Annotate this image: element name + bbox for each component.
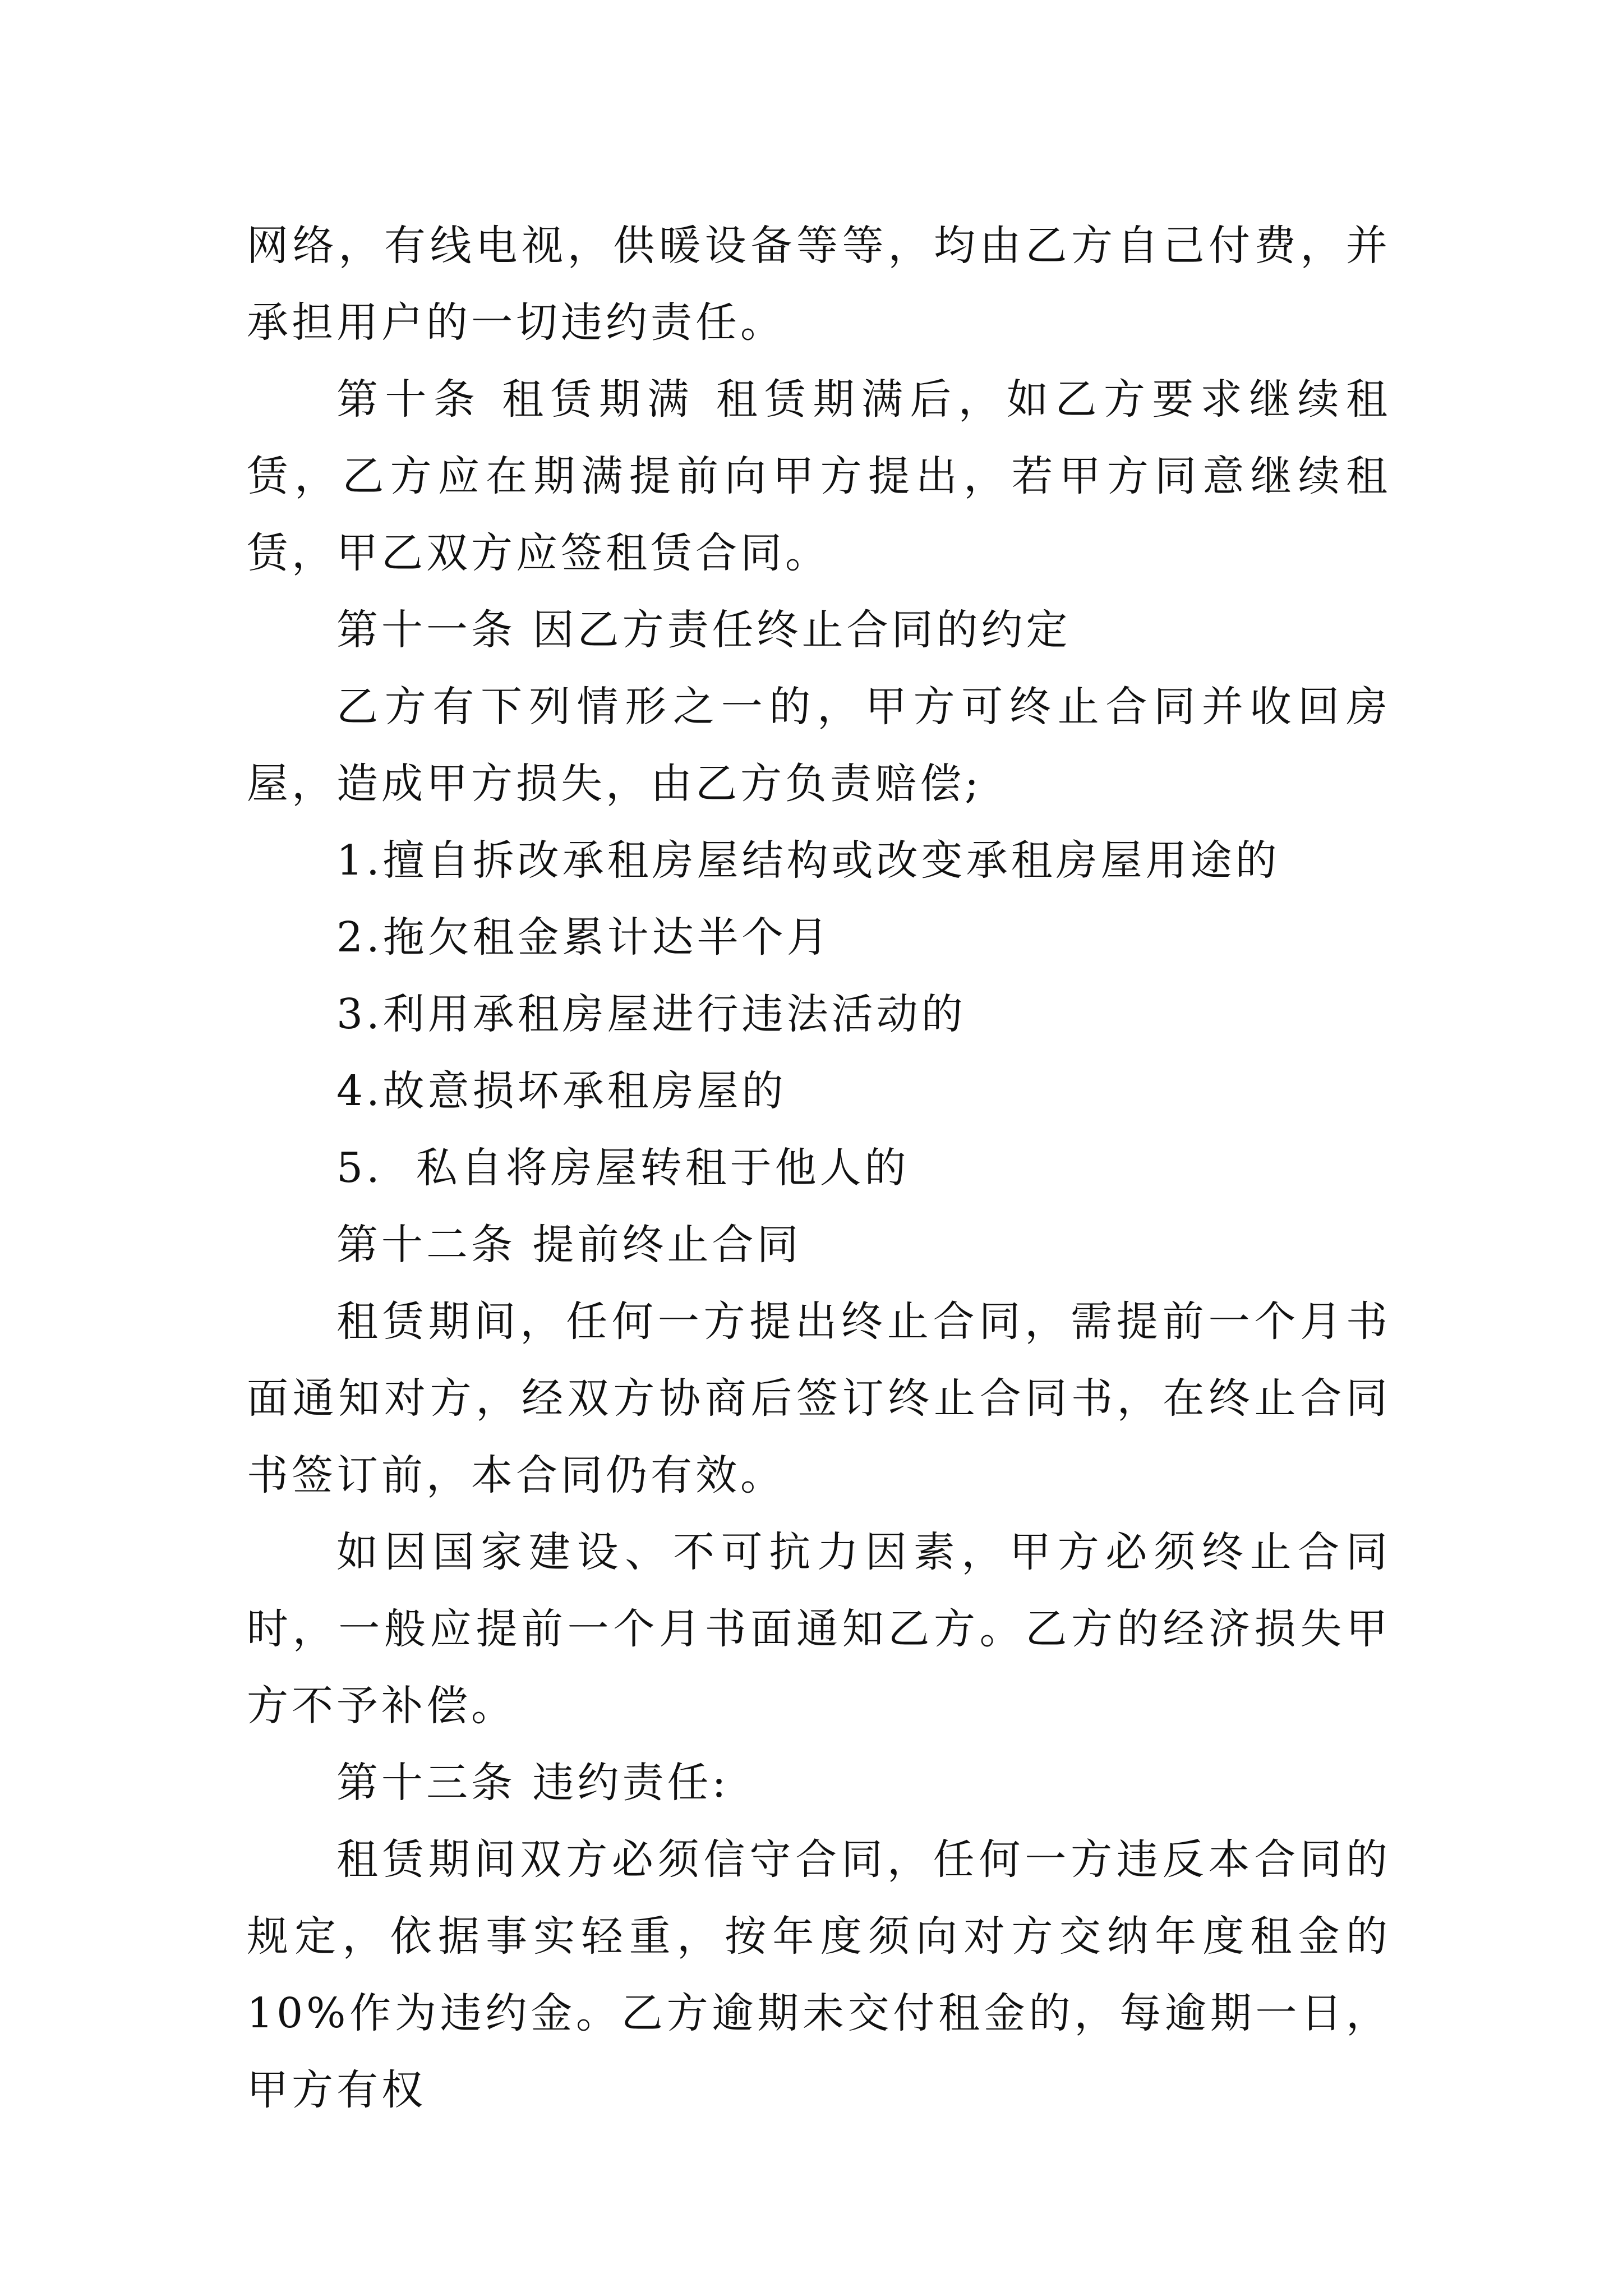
heading-article-11: 第十一条 因乙方责任终止合同的约定 [336, 606, 1071, 654]
list-item-4: 4.故意损坏承租房屋的 [336, 1067, 787, 1115]
heading-article-12: 第十二条 提前终止合同 [336, 1221, 802, 1269]
list-item-2: 2.拖欠租金累计达半个月 [336, 913, 832, 961]
paragraph-article-10: 第十条 租赁期满 租赁期满后，如乙方要求继续租赁，乙方应在期满提前向甲方提出，若甲方同意继续租赁，甲乙双方应签租赁合同。 [247, 375, 1391, 577]
document-body [247, 208, 1391, 2129]
paragraph-force-majeure: 如因国家建设、不可抗力因素，甲方必须终止合同时，一般应提前一个月书面通知乙方。乙方的经济损失甲方不予补偿。 [247, 1528, 1391, 1730]
paragraph-early-termination: 租赁期间，任何一方提出终止合同，需提前一个月书面通知对方，经双方协商后签订终止合同书，在终止合同书签订前，本合同仍有效。 [247, 1297, 1391, 1499]
paragraph-utilities: 网络，有线电视，供暖设备等等，均由乙方自己付费，并承担用户的一切违约责任。 [247, 222, 1391, 347]
paragraph-termination-conditions: 乙方有下列情形之一的，甲方可终止合同并收回房屋，造成甲方损失，由乙方负责赔偿; [247, 683, 1391, 808]
heading-article-13: 第十三条 违约责任: [336, 1759, 730, 1807]
list-item-5: 5. 私自将房屋转租于他人的 [336, 1144, 910, 1192]
paragraph-breach-liability: 租赁期间双方必须信守合同，任何一方违反本合同的规定，依据事实轻重，按年度须向对方交纳年度租金的10%作为违约金。乙方逾期未交付租金的，每逾期一日，甲方有权 [247, 1835, 1391, 2114]
list-item-3: 3.利用承租房屋进行违法活动的 [336, 990, 966, 1038]
list-item-1: 1.擅自拆改承租房屋结构或改变承租房屋用途的 [336, 836, 1280, 885]
